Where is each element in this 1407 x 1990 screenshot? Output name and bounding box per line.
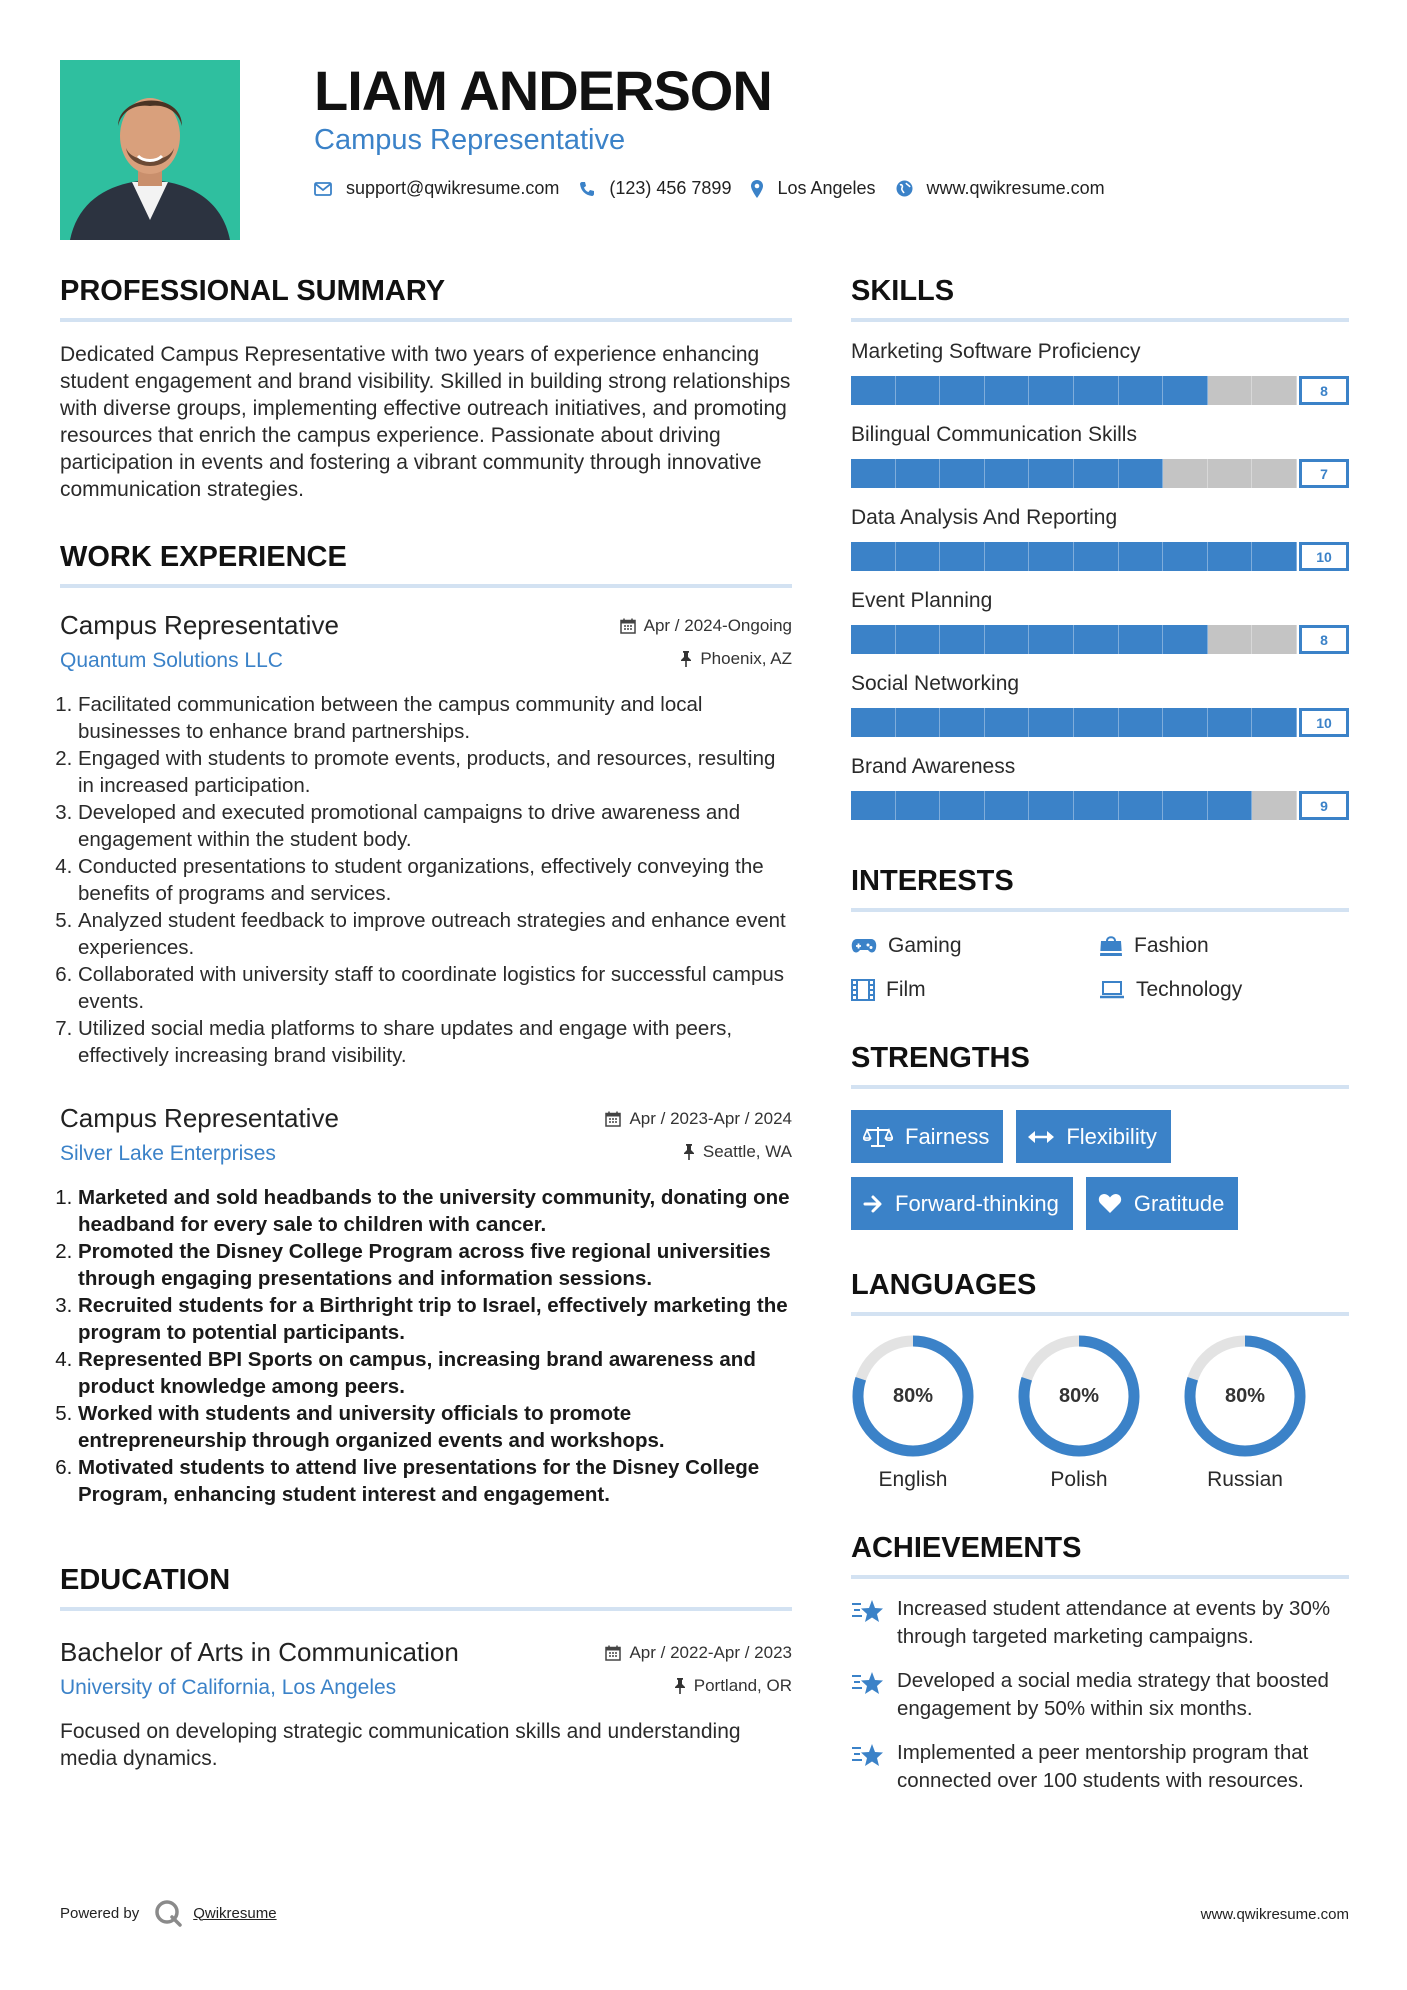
list-item: 4. Represented BPI Sports on campus, increasing brand awareness and product knowledge among peers. [78, 1346, 792, 1400]
skill-track [851, 708, 1297, 737]
interest-label: Film [886, 978, 926, 1001]
skill-level: 8 [1299, 376, 1349, 405]
list-item: 6. Motivated students to attend live presentations for the Disney College Program, enhancing student interest and engagement. [78, 1454, 792, 1508]
candidate-name: LIAM ANDERSON [314, 59, 772, 122]
list-item: 2. Engaged with students to promote events, products, and resources, resulting in increased participation. [78, 745, 792, 799]
skill-segment [851, 376, 896, 405]
calendar-icon [620, 618, 636, 634]
skill-segment [1252, 376, 1297, 405]
achievement-text: Implemented a peer mentorship program that connected over 100 students with resources. [897, 1741, 1309, 1792]
skill-segment [940, 459, 985, 488]
skill-segment [985, 376, 1030, 405]
shooting-star-icon [851, 1670, 885, 1696]
gamepad-icon [851, 938, 877, 954]
skill-segment [1074, 542, 1119, 571]
skill-item [851, 423, 1349, 488]
job-date-text: Apr / 2024-Ongoing [643, 616, 792, 635]
skill-segment [985, 542, 1030, 571]
degree-title: Bachelor of Arts in Communication [60, 1637, 459, 1667]
company-name: Quantum Solutions LLC [60, 649, 283, 672]
strength-tag [1086, 1177, 1239, 1230]
interest-label: Fashion [1134, 934, 1209, 957]
skill-segment [1119, 459, 1164, 488]
interest-item [851, 978, 1099, 1002]
calendar-icon [605, 1645, 621, 1661]
globe-icon [896, 180, 913, 197]
skill-segment [851, 791, 896, 820]
skill-segment [1029, 625, 1074, 654]
education-date [605, 1643, 792, 1663]
skill-segment [1208, 708, 1253, 737]
job-entry [60, 1103, 792, 1508]
shopping-bag-icon [1099, 935, 1123, 957]
skill-segment [1074, 459, 1119, 488]
skill-level: 10 [1299, 542, 1349, 571]
skill-segment [1029, 459, 1074, 488]
skill-segment [1119, 791, 1164, 820]
person-portrait-icon [60, 60, 240, 240]
skill-segment [940, 376, 985, 405]
education-description: Focused on developing strategic communication skills and understanding media dynamics. [60, 1720, 741, 1770]
language-percent: 80% [1224, 1384, 1266, 1407]
job-bullets [60, 691, 792, 1069]
skill-segment [1252, 542, 1297, 571]
language-item [851, 1334, 1017, 1492]
skill-segment [940, 708, 985, 737]
job-location-text: Phoenix, AZ [700, 649, 792, 668]
language-percent: 80% [1058, 1384, 1100, 1407]
heart-icon [1098, 1193, 1122, 1214]
skill-item [851, 340, 1349, 405]
interest-item [1099, 978, 1349, 1002]
skill-segment [1029, 542, 1074, 571]
school-name: University of California, Los Angeles [60, 1676, 397, 1699]
skill-segment [1074, 791, 1119, 820]
qwikresume-link[interactable]: Qwikresume [193, 1904, 277, 1922]
skills-list [851, 340, 1349, 820]
skill-segment [1163, 625, 1208, 654]
skill-segment [1208, 459, 1253, 488]
location-text: Los Angeles [777, 178, 876, 198]
skill-segment [1208, 542, 1253, 571]
language-name: Polish [1050, 1468, 1108, 1491]
skill-bar [851, 708, 1349, 737]
skills-heading: SKILLS [851, 275, 1349, 322]
website-text: www.qwikresume.com [926, 178, 1105, 198]
skill-segment [940, 791, 985, 820]
skill-segment [985, 708, 1030, 737]
skill-item [851, 755, 1349, 820]
pushpin-icon [674, 1678, 686, 1694]
interests-list [851, 934, 1349, 1002]
languages-heading: LANGUAGES [851, 1269, 1349, 1316]
skill-segment [1252, 625, 1297, 654]
strength-label: Forward-thinking [895, 1190, 1059, 1216]
skill-segment [1119, 376, 1164, 405]
skill-segment [1029, 708, 1074, 737]
interest-item [851, 934, 1099, 958]
language-percent: 80% [892, 1384, 934, 1407]
interest-item [1099, 934, 1349, 958]
skill-segment [985, 625, 1030, 654]
skill-segment [896, 625, 941, 654]
footer-powered-by [60, 1898, 277, 1928]
skill-track [851, 459, 1297, 488]
list-item: 4. Conducted presentations to student organizations, effectively conveying the benefits of programs and services. [78, 853, 792, 907]
language-ring [1183, 1334, 1307, 1458]
skill-segment [1074, 708, 1119, 737]
strength-tag [851, 1110, 1003, 1163]
list-item: 3. Recruited students for a Birthright trip to Israel, effectively marketing the program to potential participants. [78, 1292, 792, 1346]
education-entry [60, 1637, 792, 1772]
skill-segment [1074, 376, 1119, 405]
skill-level: 10 [1299, 708, 1349, 737]
skill-segment [896, 459, 941, 488]
skill-segment [896, 708, 941, 737]
skill-segment [1119, 708, 1164, 737]
strength-tag [851, 1177, 1073, 1230]
skill-name: Event Planning [851, 589, 993, 612]
skill-track [851, 542, 1297, 571]
list-item: 1. Marketed and sold headbands to the university community, donating one headband for every sale to children with cancer. [78, 1184, 792, 1238]
language-item [1017, 1334, 1183, 1492]
list-item: 2. Promoted the Disney College Program across five regional universities through engaging presentations and information sessions. [78, 1238, 792, 1292]
skill-segment [896, 542, 941, 571]
phone-text: (123) 456 7899 [609, 178, 732, 198]
laptop-icon [1099, 981, 1125, 999]
skill-segment [1163, 459, 1208, 488]
skill-segment [1252, 708, 1297, 737]
left-column [60, 275, 792, 1772]
skill-segment [1208, 791, 1253, 820]
education-location [674, 1676, 792, 1696]
skill-segment [1119, 542, 1164, 571]
skill-level: 9 [1299, 791, 1349, 820]
achievements-list [851, 1595, 1349, 1795]
job-title: Campus Representative [60, 610, 339, 640]
contact-bar [314, 178, 1125, 199]
achievement-item [851, 1739, 1349, 1795]
summary-heading: PROFESSIONAL SUMMARY [60, 275, 792, 322]
skill-segment [1029, 791, 1074, 820]
job-title: Campus Representative [60, 1103, 339, 1133]
job-location-text: Seattle, WA [702, 1142, 792, 1161]
education-location-text: Portland, OR [693, 1676, 792, 1695]
profile-photo [60, 60, 240, 240]
job-date [605, 1109, 792, 1129]
language-ring [851, 1334, 975, 1458]
achievement-text: Developed a social media strategy that boosted engagement by 50% within six months. [897, 1669, 1329, 1720]
job-date [620, 616, 792, 636]
skill-level: 8 [1299, 625, 1349, 654]
map-pin-icon [751, 180, 763, 198]
strength-label: Flexibility [1066, 1123, 1157, 1149]
skill-segment [1074, 625, 1119, 654]
education-heading: EDUCATION [60, 1564, 792, 1611]
arrow-right-icon [863, 1194, 883, 1214]
achievement-item [851, 1667, 1349, 1723]
strength-label: Fairness [905, 1123, 990, 1149]
experience-heading: WORK EXPERIENCE [60, 541, 792, 588]
skill-segment [1208, 376, 1253, 405]
skill-segment [1029, 376, 1074, 405]
skill-segment [851, 625, 896, 654]
skill-segment [1252, 459, 1297, 488]
achievements-heading: ACHIEVEMENTS [851, 1532, 1349, 1579]
job-entry [60, 610, 792, 1069]
languages-list [851, 1334, 1349, 1492]
strengths-list [851, 1110, 1349, 1244]
job-location [683, 1142, 792, 1162]
skill-bar [851, 791, 1349, 820]
interest-label: Technology [1136, 978, 1243, 1001]
skill-segment [896, 376, 941, 405]
job-date-text: Apr / 2023-Apr / 2024 [629, 1109, 792, 1128]
list-item: 6. Collaborated with university staff to coordinate logistics for successful campus events. [78, 961, 792, 1015]
pushpin-icon [683, 1144, 695, 1160]
calendar-icon [605, 1111, 621, 1127]
skill-bar [851, 625, 1349, 654]
skill-bar [851, 376, 1349, 405]
skill-segment [851, 542, 896, 571]
strengths-heading: STRENGTHS [851, 1042, 1349, 1089]
right-column [851, 275, 1349, 1795]
email-text: support@qwikresume.com [346, 178, 560, 198]
summary-text: Dedicated Campus Representative with two years of experience enhancing student engagement and brand visibility. Skilled in building strong relationships with diverse groups, implementing effective outreach initiatives, and promoting resources that enrich the campus experience. Passionate about driving participation in events and fostering a vibrant community through innovative communication strategies. [60, 343, 791, 501]
skill-bar [851, 542, 1349, 571]
list-item: 1. Facilitated communication between the campus community and local businesses to enhance brand partnerships. [78, 691, 792, 745]
skill-name: Data Analysis And Reporting [851, 506, 1118, 529]
shooting-star-icon [851, 1742, 885, 1768]
skill-name: Marketing Software Proficiency [851, 340, 1141, 363]
list-item: 5. Worked with students and university officials to promote entrepreneurship through organized events and workshops. [78, 1400, 792, 1454]
list-item: 3. Developed and executed promotional campaigns to drive awareness and engagement within the student body. [78, 799, 792, 853]
job-bullets [60, 1184, 792, 1508]
language-item [1183, 1334, 1349, 1492]
strength-tag [1016, 1110, 1170, 1163]
contact-location [751, 178, 875, 199]
skill-level: 7 [1299, 459, 1349, 488]
skill-segment [940, 625, 985, 654]
language-name: English [878, 1468, 948, 1491]
qwikresume-logo-icon [153, 1898, 183, 1928]
skill-track [851, 376, 1297, 405]
skill-track [851, 625, 1297, 654]
skill-bar [851, 459, 1349, 488]
powered-by-label: Powered by [60, 1904, 140, 1922]
phone-icon [579, 181, 595, 197]
footer-url[interactable]: www.qwikresume.com [1200, 1906, 1349, 1923]
language-ring [1017, 1334, 1141, 1458]
list-item: 5. Analyzed student feedback to improve outreach strategies and enhance event experiences. [78, 907, 792, 961]
contact-email[interactable] [314, 178, 559, 199]
job-location [680, 649, 792, 669]
skill-item [851, 589, 1349, 654]
skill-segment [1163, 791, 1208, 820]
balance-scale-icon [863, 1126, 893, 1148]
language-name: Russian [1207, 1468, 1283, 1491]
film-icon [851, 979, 875, 1001]
interests-heading: INTERESTS [851, 865, 1349, 912]
skill-track [851, 791, 1297, 820]
company-name: Silver Lake Enterprises [60, 1142, 276, 1165]
strength-label: Gratitude [1133, 1190, 1225, 1216]
skill-name: Social Networking [851, 672, 1020, 695]
envelope-icon [314, 182, 332, 196]
education-date-text: Apr / 2022-Apr / 2023 [629, 1643, 792, 1662]
skill-segment [940, 542, 985, 571]
contact-website[interactable] [896, 178, 1105, 199]
skill-segment [985, 459, 1030, 488]
skill-item [851, 506, 1349, 571]
arrows-horizontal-icon [1028, 1130, 1054, 1144]
interest-label: Gaming [888, 934, 962, 957]
skill-segment [1163, 376, 1208, 405]
shooting-star-icon [851, 1598, 885, 1624]
skill-item [851, 672, 1349, 737]
skill-segment [851, 708, 896, 737]
skill-segment [1208, 625, 1253, 654]
pushpin-icon [680, 651, 692, 667]
skill-name: Brand Awareness [851, 755, 1016, 778]
skill-segment [1252, 791, 1297, 820]
skill-segment [1163, 708, 1208, 737]
achievement-text: Increased student attendance at events by 30% through targeted marketing campaigns. [897, 1597, 1331, 1648]
contact-phone[interactable] [579, 178, 731, 199]
skill-segment [1163, 542, 1208, 571]
skill-name: Bilingual Communication Skills [851, 423, 1137, 446]
list-item: 7. Utilized social media platforms to share updates and engage with peers, effectively increasing brand visibility. [78, 1015, 792, 1069]
achievement-item [851, 1595, 1349, 1651]
candidate-role: Campus Representative [314, 124, 626, 156]
skill-segment [985, 791, 1030, 820]
skill-segment [896, 791, 941, 820]
skill-segment [851, 459, 896, 488]
skill-segment [1119, 625, 1164, 654]
